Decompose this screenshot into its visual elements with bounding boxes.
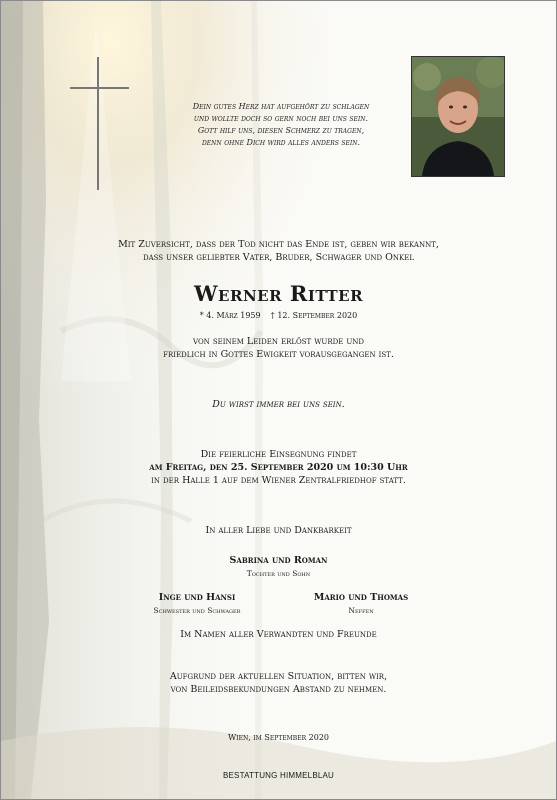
ceremony-line: Die feierliche Einsegnung findet <box>200 449 357 460</box>
family-names: Sabrina und Roman <box>229 555 328 566</box>
family-relation: Neffen <box>348 606 374 615</box>
verse-line: und wollte doch so gern noch bei uns sein. <box>193 114 369 123</box>
birth-date: * 4. März 1959 <box>199 311 261 320</box>
motto: Du wirst immer bei uns sein. <box>212 399 345 410</box>
place-date: Wien, im September 2020 <box>228 733 329 742</box>
mourners-intro: In aller Liebe und Dankbarkeit <box>205 525 352 536</box>
notice-line: Aufgrund der aktuellen Situation, bitten wir, <box>169 671 388 682</box>
family-group-1 <box>1 554 556 580</box>
mourners-closing: Im Namen aller Verwandten und Freunde <box>180 629 377 640</box>
cross-vertical-bar <box>97 57 99 190</box>
verse-line: denn ohne Dich wird alles anders sein. <box>201 138 361 147</box>
ceremony-datetime: am Freitag, den 25. September 2020 um 10:30 Uhr <box>149 462 408 473</box>
ceremony-info <box>1 448 556 487</box>
passing-text <box>1 335 556 361</box>
portrait-photo <box>411 56 505 177</box>
passing-line: friedlich in Gottes Ewigkeit vorausgegangen ist. <box>163 349 394 360</box>
family-names: Inge und Hansi <box>158 592 236 603</box>
life-dates <box>1 311 556 320</box>
ceremony-location: in der Halle 1 auf dem Wiener Zentralfriedhof statt. <box>151 475 406 486</box>
funeral-home-name: BESTATTUNG HIMMELBLAU <box>222 771 335 780</box>
memorial-verse <box>146 101 416 149</box>
verse-line: Dein gutes Herz hat aufgehört zu schlagen <box>192 102 370 111</box>
announcement-line: dass unser geliebter Vater, Bruder, Schwager und Onkel <box>142 252 415 263</box>
announcement-line: Mit Zuversicht, dass der Tod nicht das Ende ist, geben wir bekannt, <box>118 239 439 250</box>
announcement-text <box>1 238 556 264</box>
family-group-3 <box>261 591 461 617</box>
family-names: Mario und Thomas <box>313 592 409 603</box>
condolence-notice <box>1 670 556 696</box>
death-date: † 12. September 2020 <box>270 311 358 320</box>
notice-line: von Beileidsbekundungen Abstand zu nehmen. <box>170 684 387 695</box>
deceased-name: Werner Ritter <box>193 281 364 306</box>
family-relation: Tochter und Sohn <box>246 569 311 578</box>
verse-line: Gott hilf uns, diesen Schmerz zu tragen, <box>197 126 365 135</box>
cross-horizontal-bar <box>70 87 129 89</box>
family-relation: Schwester und Schwager <box>153 606 241 615</box>
passing-line: von seinem Leiden erlöst wurde und <box>193 336 364 347</box>
